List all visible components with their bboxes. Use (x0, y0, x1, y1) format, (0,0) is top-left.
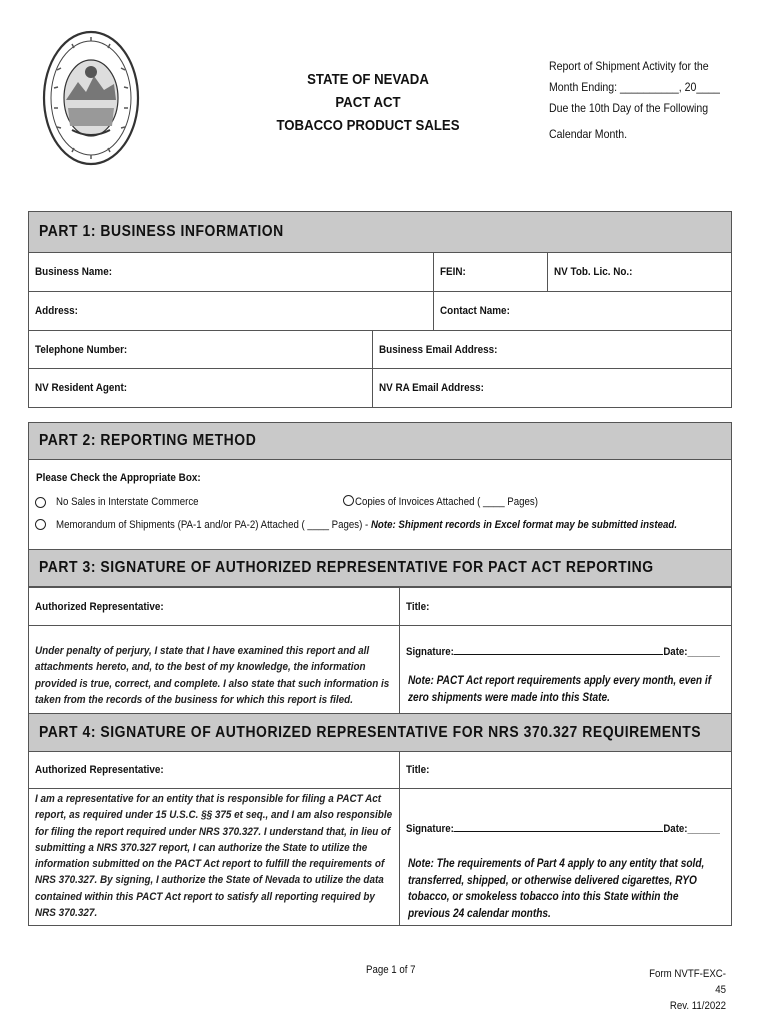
part1-grid (28, 253, 732, 408)
part3-row-statement (29, 626, 731, 720)
p4-signature-cell (399, 789, 731, 925)
p4-statement-block (35, 791, 435, 921)
memorandum-option (56, 519, 677, 531)
part4-header (28, 713, 732, 752)
report-period-block (549, 56, 734, 145)
excel-note: Note: Shipment records in Excel format may be submitted instead. (370, 519, 678, 531)
part3-title: PART 3: SIGNATURE OF AUTHORIZED REPRESENTATIVE FOR PACT ACT REPORTING (39, 559, 654, 576)
telephone-field[interactable] (29, 331, 372, 368)
part2-instruction: Please Check the Appropriate Box: (36, 472, 201, 484)
part3-grid (28, 587, 732, 720)
part3-header (28, 549, 732, 587)
nv-resident-agent-label: NV Resident Agent: (35, 382, 128, 394)
part4-row-rep (29, 752, 731, 789)
part4-title: PART 4: SIGNATURE OF AUTHORIZED REPRESENTATIVE FOR NRS 370.327 REQUIREMENTS (39, 723, 702, 741)
form-number: Form NVTF-EXC-45 (649, 968, 726, 996)
address-field[interactable] (29, 292, 433, 330)
telephone-label: Telephone Number: (35, 343, 128, 356)
nv-tob-lic-field[interactable] (547, 253, 731, 291)
p3-auth-rep-field[interactable] (29, 588, 399, 625)
p4-title-label: Title: (406, 764, 430, 776)
p3-date-label: Date:______ (663, 646, 720, 658)
form-title (275, 68, 462, 137)
part4-grid (28, 752, 732, 926)
part1-row-agent (29, 369, 731, 408)
p4-authorization-statement: I am a representative for an entity that is responsible for filing a PACT Act report, as required under 15 U.S.C. §§ 375 et seq., and I am also responsible for filing the report required under NRS 370.327. I understand that, in lieu of submitting a NRS 370.327 report, I can authorize the State to utilize the information submitted on the PACT Act report to fulfill the requirements of NRS 370.327. By signing, I authorize the State of Nevada to utilize the data contained within this PACT Act report to satisfy all reporting required by NRS 370.327. (35, 793, 393, 920)
form-revision: Rev. 11/2022 (669, 1000, 726, 1012)
part2-header (28, 422, 732, 460)
p4-note: Note: The requirements of Part 4 apply to any entity that sold, transferred, shipped, or otherwise delivered cigarettes, RYO tobacco, or smokeless tobacco into this State within the previous 24 calendar months. (408, 858, 705, 920)
fein-field[interactable] (433, 253, 547, 291)
p4-auth-rep-field[interactable] (29, 752, 399, 788)
title-line-pact: PACT ACT (335, 94, 401, 111)
copies-label: Copies of Invoices Attached ( ____ Pages) (355, 496, 538, 508)
part1-row-address (29, 292, 731, 331)
state-seal-logo (42, 30, 140, 166)
business-name-field[interactable] (29, 253, 433, 291)
fein-label: FEIN: (440, 266, 466, 278)
form-identifier (640, 966, 726, 1014)
nv-ra-email-label: NV RA Email Address: (379, 382, 484, 394)
copies-radio[interactable] (343, 495, 354, 506)
part2-title: PART 2: REPORTING METHOD (39, 432, 257, 449)
p3-statement-block (35, 643, 435, 708)
nv-ra-email-field[interactable] (372, 369, 731, 407)
memorandum-label: Memorandum of Shipments (PA-1 and/or PA-2) Attached ( ____ Pages) - (56, 519, 369, 531)
business-email-label: Business Email Address: (379, 343, 498, 356)
p3-signature-cell (399, 626, 731, 719)
p3-title-field[interactable] (399, 588, 731, 625)
part1-row-telephone (29, 331, 731, 369)
report-line-calendar: Calendar Month. (549, 127, 628, 141)
page-number: Page 1 of 7 (366, 964, 416, 976)
no-sales-label: No Sales in Interstate Commerce (56, 496, 199, 508)
report-line-1: Report of Shipment Activity for the (549, 59, 709, 73)
p3-perjury-statement: Under penalty of perjury, I state that I have examined this report and all attachments hereto, and, to the best of my knowledge, the information provided is true, correct, and complete. I also state that such information is taken from the records of the business for which this report is filed. (35, 645, 390, 706)
business-name-label: Business Name: (35, 266, 113, 278)
p3-note: Note: PACT Act report requirements apply every month, even if zero shipments were made into this State. (408, 675, 712, 704)
p3-auth-rep-label: Authorized Representative: (35, 600, 164, 613)
p3-signature-label: Signature: (406, 646, 454, 658)
memorandum-radio[interactable] (35, 519, 46, 530)
part1-header (28, 211, 732, 253)
part3-row-rep (29, 588, 731, 626)
p4-auth-rep-label: Authorized Representative: (35, 764, 164, 776)
part1-row-business (29, 253, 731, 292)
title-line-state: STATE OF NEVADA (307, 71, 429, 88)
contact-name-field[interactable] (433, 292, 731, 330)
nv-tob-lic-label: NV Tob. Lic. No.: (554, 266, 633, 278)
no-sales-radio[interactable] (35, 497, 46, 508)
title-line-sales: TOBACCO PRODUCT SALES (276, 117, 460, 134)
part1-title: PART 1: BUSINESS INFORMATION (39, 223, 284, 240)
p3-title-label: Title: (406, 600, 430, 613)
p4-signature-line[interactable] (406, 823, 720, 835)
report-line-due: Due the 10th Day of the Following (549, 101, 709, 115)
report-line-month-ending[interactable]: Month Ending: __________, 20____ (549, 80, 720, 94)
business-email-field[interactable] (372, 331, 731, 368)
p4-date-label: Date:______ (663, 823, 720, 835)
p3-signature-line[interactable] (406, 646, 720, 658)
p4-title-field[interactable] (399, 752, 731, 788)
p4-signature-label: Signature: (406, 823, 454, 835)
nv-resident-agent-field[interactable] (29, 369, 372, 407)
address-label: Address: (35, 305, 78, 317)
part2-body (28, 459, 732, 549)
contact-name-label: Contact Name: (440, 305, 510, 317)
part4-row-statement (29, 789, 731, 926)
